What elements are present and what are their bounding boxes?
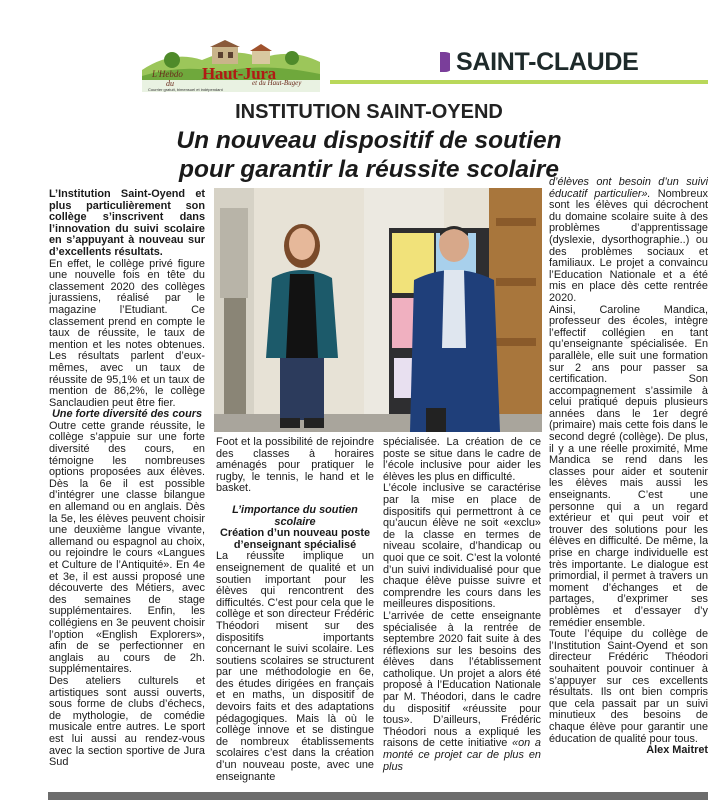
subheading-2: Création d’un nouveau poste d’enseignant spécialisé	[219, 527, 371, 551]
photo-two-people-classroom	[214, 188, 542, 432]
section-rubric: SAINT-CLAUDE	[456, 48, 639, 76]
logo-line2: du	[166, 79, 174, 88]
paragraph-text: L’arrivée de cette enseignante spécialisée à la rentrée de septembre 2020 fait suite à des réflexions sur les besoins des élèves dans l’établissement catholique. Un projet a alors été proposé à l’Education Nationale par M. Théodori, dans le cadre du dispositif «réussite pour tous». D’ailleurs, Frédéric Théodori nous a expliqué les raisons de cette initiative	[383, 609, 541, 750]
headline-line2: pour garantir la réussite scolaire	[179, 156, 559, 183]
article-column-2	[216, 437, 374, 783]
paragraph-text: Nombreux sont les élèves qui décrochent du domaine scolaire suite à des problèmes d’apprentissage (dyslexie, dysorthographie..) ou des problèmes sociaux et familiaux. Le projet a convaincu l’Education Nationale et a été mis en place dès cette rentrée 2020.	[549, 187, 708, 304]
paragraph: Outre cette grande réussite, le collège s’appuie sur une forte diversité des cours, en témoigne les nombreuses options proposées aux élèves. Dès la 6e il est possible d’intégrer une classe bilangue en allemand ou en anglais. Dès la 5e, les élèves peuvent choisir une deuxième langue vivante, allemand ou espagnol au choix, ou rejoindre le cours «Langues et Culture de l’Antiquité». En 4e et 3e, il est aussi proposé une découverte des Métiers, avec des semaines de stage supplémentaires. Enfin, les collégiens en 3e peuvent choisir l’option «English Explorers», afin de se perfectionner en anglais au cours de 2h. supplémentaires.	[49, 419, 205, 676]
logo-brand: Haut-Jura	[202, 64, 276, 83]
logo-line1: L'Hebdo	[152, 69, 183, 79]
footer-bar	[48, 792, 708, 800]
logo-tagline: Courrier gratuit, bimensuel et indépendant	[148, 87, 223, 92]
paragraph: La réussite implique un enseignement de qualité et un soutien important pour les élèves qui rencontrent des difficultés. C’est pour cela que le collège et son directeur Frédéric Théodori misent sur des dispositifs importants concernant le suivi scolaire. Les soutiens scolaires se structurent par une méthodologie en 6e, des études dirigées en français et en maths, un dispositif de devoirs faits et des adaptations pédagogiques. Mais là où le collège innove et se distingue de nombreux établissements scolaires c’est dans la création d’un nouveau poste, avec une enseignante	[216, 550, 374, 783]
paragraph: Toute l’équipe du collège de l’Institution Saint-Oyend et son directeur Frédéric Théodori souhaitent pouvoir continuer à s’appuyer sur ces excellents résultats. Ils ont bien compris que cela passait par un suivi minutieux des besoins de chaque élève pour garantir une éducation de qualité pour tous.	[549, 628, 708, 745]
quote: «on a monté ce projet car de plus en plus	[383, 737, 541, 773]
headline-line1: Un nouveau dispositif de soutien	[176, 127, 562, 154]
subheading: L’importance du soutien scolaire	[232, 503, 358, 528]
newspaper-logo	[142, 40, 320, 92]
page-header	[0, 0, 708, 92]
article-photo	[214, 188, 542, 432]
article-column-1	[49, 189, 205, 769]
article-kicker: INSTITUTION SAINT-OYEND	[235, 101, 503, 123]
paragraph	[383, 611, 541, 773]
paragraph: En effet, le collège privé figure une nouvelle fois en tête du classement 2020 des collèges jurassiens, réalisé par le magazine l’Etudiant. Ce classement prend en compte le taux de réussite, le taux de mention et les notes obtenues. Les résultats parlent d’eux-mêmes, avec un taux de réussite de 95,1% et un taux de mention de 86,2%, le collège Sanclaudien peut être fier.	[49, 257, 205, 409]
article-column-3	[383, 437, 541, 773]
paragraph: L’école inclusive se caractérise par la mise en place de dispositifs qui permettront à ce qu’aucun élève ne soit «exclu» de la classe en termes de niveau scolaire, d’handicap ou quoi que ce soit. C’est la volonté d’un suivi individualisé pour que chaque élève puisse suivre et comprendre les cours dans les meilleures dispositions.	[383, 482, 541, 611]
rubric-marker-icon	[440, 52, 450, 72]
paragraph: Des ateliers culturels et artistiques sont aussi ouverts, sous forme de clubs d’échecs, de mythologie, de comédie musicale entre autres. Le sport est lui aussi au rendez-vous avec la section sportive de Jura Sud	[49, 674, 205, 769]
article-column-4	[549, 177, 708, 757]
logo-subtitle: et du Haut-Bugey	[252, 79, 302, 87]
paragraph: Ainsi, Caroline Mandica, professeur des écoles, intègre l’effectif collégien en tant qu’enseignante spécialisée. En parallèle, elle suit une formation sur 2 ans pour passer sa certification. Son accompagnement s’assimile à celui pratiqué depuis plusieurs années dans le 1er degré (primaire) mais cette fois dans le second degré (collège). De plus, il y a une réelle proximité, Mme Mandica se rend dans les classes pour aider et soutenir les élèves mais aussi les enseignants. C’est une personne qui a un regard extérieur et qui peut voir et trouver des solutions pour les élèves en difficulté. De même, la prise en charge individuelle est très importante. Le dialogue est primordial, il permet à travers un moment d’échanges et de partages, d’exprimer ses problèmes et d’essayer d’y remédier ensemble.	[549, 303, 708, 629]
paragraph: Foot et la possibilité de rejoindre des classes à horaires aménagés pour pratiquer le rugby, le tennis, le hand et le basket.	[216, 436, 374, 495]
article-lead: L’Institution Saint-Oyend et plus particulièrement son collège s’inscrivent dans l’innovation du suivi scolaire en s’appuyant à nouveau sur d’excellents résultats.	[49, 188, 205, 258]
paragraph	[549, 177, 708, 305]
paragraph: spécialisée. La création de ce poste se situe dans le cadre de l’école inclusive pour aider les élèves les plus en difficulté.	[383, 436, 541, 483]
quote: d’élèves ont besoin d’un suivi éducatif particulier».	[549, 176, 708, 200]
rubric-underline	[330, 80, 708, 84]
author-byline: Alex Maitret	[646, 744, 708, 757]
subheading: Une forte diversité des cours	[51, 408, 203, 421]
